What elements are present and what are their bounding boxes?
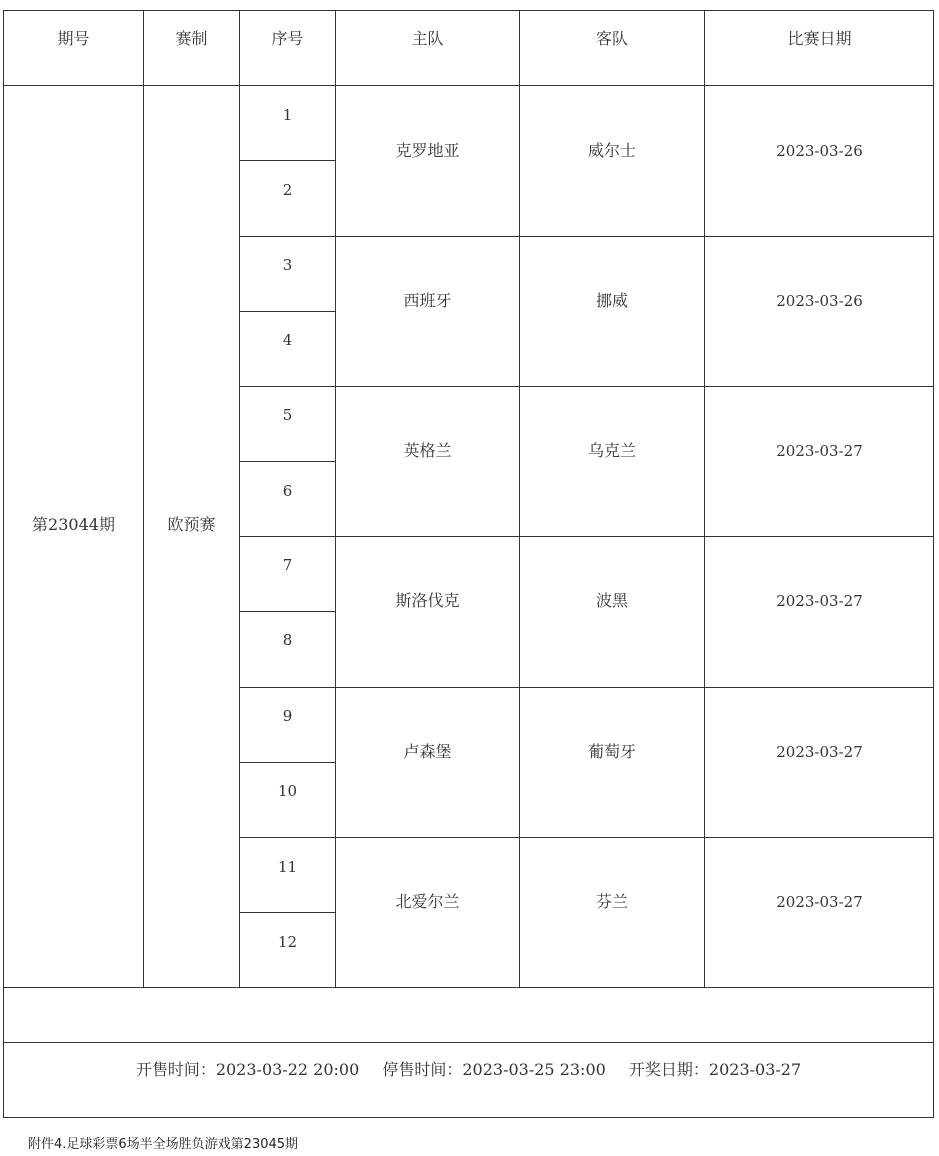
seq-cell: [239, 762, 335, 837]
match-date-cell: [704, 386, 934, 536]
seq-number: 1: [282, 106, 293, 124]
seq-cell: [239, 160, 335, 236]
home-team: 卢森堡: [403, 742, 452, 761]
seq-number: 9: [282, 707, 293, 725]
seq-number: 4: [282, 331, 293, 349]
away-team: 威尔士: [587, 141, 636, 160]
seq-number: 6: [282, 482, 293, 500]
home-team: 克罗地亚: [395, 141, 460, 160]
home-team-cell: [335, 536, 519, 687]
header-away: 客队: [595, 29, 628, 48]
match-date-cell: [704, 85, 934, 236]
lottery-schedule-table: [3, 10, 934, 1118]
seq-cell: [239, 912, 335, 987]
seq-number: 11: [277, 858, 298, 876]
away-team-cell: [519, 687, 704, 837]
seq-number: 10: [277, 782, 298, 800]
seq-cell: [239, 611, 335, 687]
away-team: 挪威: [595, 291, 628, 310]
match-date: 2023-03-27: [776, 893, 863, 911]
home-team-cell: [335, 837, 519, 987]
home-team: 西班牙: [403, 291, 452, 310]
sale-stop-time: 停售时间：2023-03-25 23:00: [382, 1060, 606, 1079]
home-team-cell: [335, 687, 519, 837]
seq-number: 12: [277, 933, 298, 951]
match-date: 2023-03-27: [776, 442, 863, 460]
header-home-cell: [335, 10, 519, 85]
header-format: 赛制: [175, 29, 208, 48]
away-team-cell: [519, 85, 704, 236]
format-cell: [143, 85, 239, 987]
match-date-cell: [704, 837, 934, 987]
home-team-cell: [335, 85, 519, 236]
empty-row: [3, 987, 934, 1042]
seq-number: 8: [282, 631, 293, 649]
away-team-cell: [519, 536, 704, 687]
away-team: 波黑: [595, 591, 628, 610]
sale-start-time: 开售时间：2023-03-22 20:00: [135, 1060, 360, 1079]
header-seq: 序号: [271, 29, 304, 48]
match-date: 2023-03-26: [776, 142, 863, 160]
seq-cell: [239, 236, 335, 311]
seq-number: 3: [282, 256, 293, 274]
seq-cell: [239, 386, 335, 461]
sale-info-row: [3, 1042, 934, 1118]
header-seq-cell: [239, 10, 335, 85]
header-period: 期号: [57, 29, 90, 48]
header-date: 比赛日期: [787, 29, 852, 48]
seq-cell: [239, 837, 335, 912]
match-date: 2023-03-27: [776, 743, 863, 761]
away-team-cell: [519, 386, 704, 536]
draw-date: 开奖日期：2023-03-27: [628, 1060, 802, 1079]
match-date: 2023-03-27: [776, 592, 863, 610]
seq-number: 5: [282, 406, 293, 424]
away-team: 芬兰: [595, 892, 628, 911]
period-value: 第23044期: [32, 515, 115, 534]
match-date: 2023-03-26: [776, 292, 863, 310]
period-cell: [3, 85, 143, 987]
header-format-cell: [143, 10, 239, 85]
seq-cell: [239, 311, 335, 386]
sale-info: [3, 1060, 934, 1080]
home-team: 斯洛伐克: [395, 591, 460, 610]
format-value: 欧预赛: [167, 515, 216, 534]
home-team-cell: [335, 386, 519, 536]
header-period-cell: [3, 10, 143, 85]
header-date-cell: [704, 10, 934, 85]
away-team-cell: [519, 236, 704, 386]
match-date-cell: [704, 536, 934, 687]
attachment-caption: 附件4.足球彩票6场半全场胜负游戏第23045期: [28, 1137, 299, 1152]
home-team-cell: [335, 236, 519, 386]
away-team: 乌克兰: [587, 441, 636, 460]
header-home: 主队: [411, 29, 444, 48]
seq-number: 7: [282, 556, 293, 574]
seq-cell: [239, 687, 335, 762]
seq-cell: [239, 536, 335, 611]
away-team-cell: [519, 837, 704, 987]
seq-cell: [239, 461, 335, 536]
home-team: 英格兰: [403, 441, 452, 460]
home-team: 北爱尔兰: [395, 892, 460, 911]
seq-cell: [239, 85, 335, 160]
seq-number: 2: [282, 181, 293, 199]
away-team: 葡萄牙: [587, 742, 636, 761]
header-away-cell: [519, 10, 704, 85]
match-date-cell: [704, 236, 934, 386]
match-date-cell: [704, 687, 934, 837]
